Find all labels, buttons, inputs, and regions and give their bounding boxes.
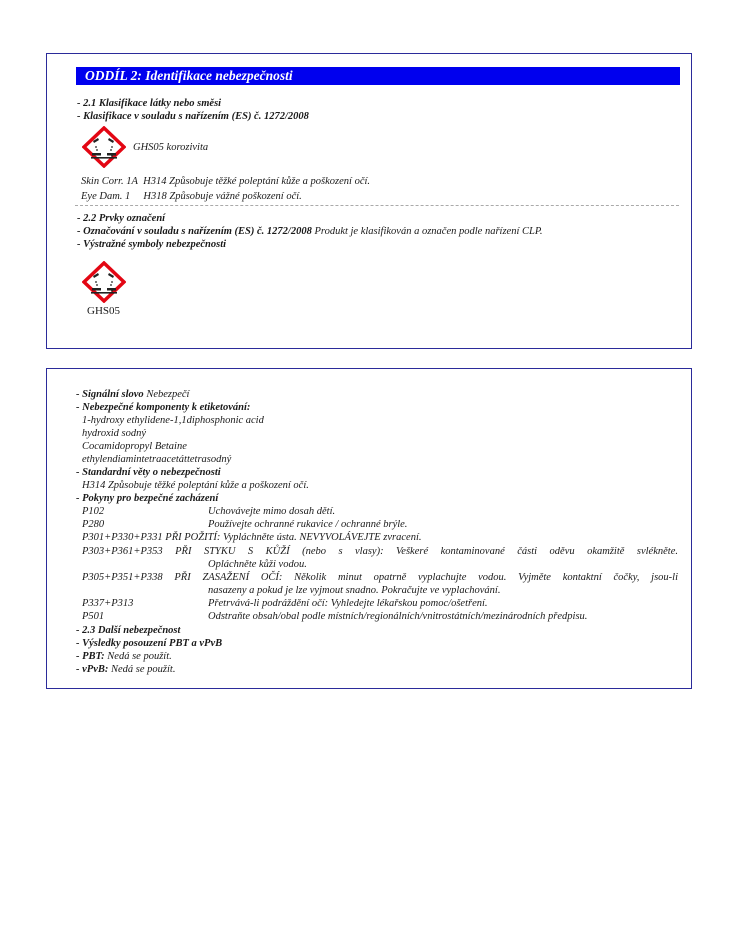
class-code: Skin Corr. 1A	[81, 176, 138, 187]
hazard-statement: H314 Způsobuje těžké poleptání kůže a poškození očí.	[82, 480, 309, 491]
ghs-label: GHS05 korozivita	[133, 142, 209, 153]
precaution-row	[82, 505, 672, 518]
precaution-p301: P301+P330+P331 PŘI POŽITÍ: Vypláchněte ústa. NEVYVOLÁVEJTE zvracení.	[82, 532, 422, 543]
p-text: Přetrvává-li podráždění očí: Vyhledejte lékařskou pomoc/ošetření.	[208, 598, 488, 609]
other-hazards-heading: - 2.3 Další nebezpečnost	[76, 625, 181, 636]
section-2-box	[46, 53, 692, 349]
classification-regulation: - Klasifikace v souladu s nařízením (ES) č. 1272/2008	[77, 111, 309, 122]
signal-word	[76, 388, 189, 401]
hazard-statements-heading: - Standardní věty o nebezpečnosti	[76, 467, 221, 478]
components-heading: - Nebezpečné komponenty k etiketování:	[76, 402, 251, 413]
h-code: H318	[143, 191, 167, 202]
classification-heading: - 2.1 Klasifikace látky nebo směsi	[77, 98, 222, 109]
precaution-row	[82, 610, 672, 623]
divider	[75, 205, 679, 206]
section-title: ODDÍL 2: Identifikace nebezpečnosti	[76, 67, 680, 85]
vpvb-value: Nedá se použít.	[110, 664, 176, 675]
classification-row	[81, 190, 302, 203]
signal-word-value: Nebezpečí	[146, 389, 190, 400]
vpvb-label: - vPvB:	[76, 664, 109, 675]
precaution-p303: P303+P361+P353 PŘI STYKU S KŮŽÍ (nebo s vlasy): Veškeré kontaminované části oděvu okamžitě svlékněte.	[82, 546, 678, 557]
label-elements-heading: - 2.2 Prvky označení	[77, 213, 166, 224]
corrosion-pictogram-icon	[82, 261, 126, 303]
classification-row	[81, 175, 370, 188]
pbt-row	[76, 650, 172, 663]
precaution-row	[82, 597, 672, 610]
pbt-value: Nedá se použít.	[107, 651, 172, 662]
component-item: 1-hydroxy ethylidene-1,1diphosphonic acid	[82, 415, 264, 426]
section-2-continued-box	[46, 368, 692, 689]
labelling-regulation-text: Produkt je klasifikován a označen podle nařízení CLP.	[314, 226, 543, 237]
signal-word-label: - Signální slovo	[76, 389, 144, 400]
p-text: Používejte ochranné rukavice / ochranné brýle.	[208, 519, 408, 530]
precaution-p305: P305+P351+P338 PŘI ZASAŽENÍ OČÍ: Několik minut opatrně vyplachujte vodou. Vyjměte kontaktní čočky, jsou-li	[82, 572, 678, 583]
p-code: P501	[82, 611, 105, 622]
p-code: P280	[82, 519, 105, 530]
labelling-regulation	[77, 225, 543, 238]
symbol-caption: GHS05	[87, 305, 121, 317]
p-code: P337+P313	[82, 598, 134, 609]
p-code: P102	[82, 506, 105, 517]
h-text: Způsobuje vážné poškození očí.	[169, 191, 302, 202]
pbt-assessment-heading: - Výsledky posouzení PBT a vPvB	[76, 638, 223, 649]
precaution-p303-cont: Opláchněte kůži vodou.	[208, 559, 307, 570]
hazard-symbols-heading: - Výstražné symboly nebezpečnosti	[77, 239, 227, 250]
component-item: ethylendiamintetraacetáttetrasodný	[82, 454, 232, 465]
component-item: Cocamidopropyl Betaine	[82, 441, 187, 452]
h-code: H314	[143, 176, 167, 187]
p-text: Uchovávejte mimo dosah dětí.	[208, 506, 336, 517]
precautions-heading: - Pokyny pro bezpečné zacházení	[76, 493, 219, 504]
precaution-p305-cont: nasazeny a pokud je lze vyjmout snadno. Pokračujte ve vyplachování.	[208, 585, 501, 596]
h-text: Způsobuje těžké poleptání kůže a poškození očí.	[169, 176, 371, 187]
labelling-regulation-label: - Označování v souladu s nařízením (ES) č. 1272/2008	[77, 226, 312, 237]
precaution-row	[82, 518, 672, 531]
class-code: Eye Dam. 1	[81, 191, 131, 202]
corrosion-pictogram-icon	[82, 126, 126, 168]
pbt-label: - PBT:	[76, 651, 105, 662]
component-item: hydroxid sodný	[82, 428, 147, 439]
vpvb-row	[76, 663, 175, 676]
p-text: Odstraňte obsah/obal podle místních/regionálních/vnitrostátních/mezinárodních předpisu.	[208, 611, 588, 622]
